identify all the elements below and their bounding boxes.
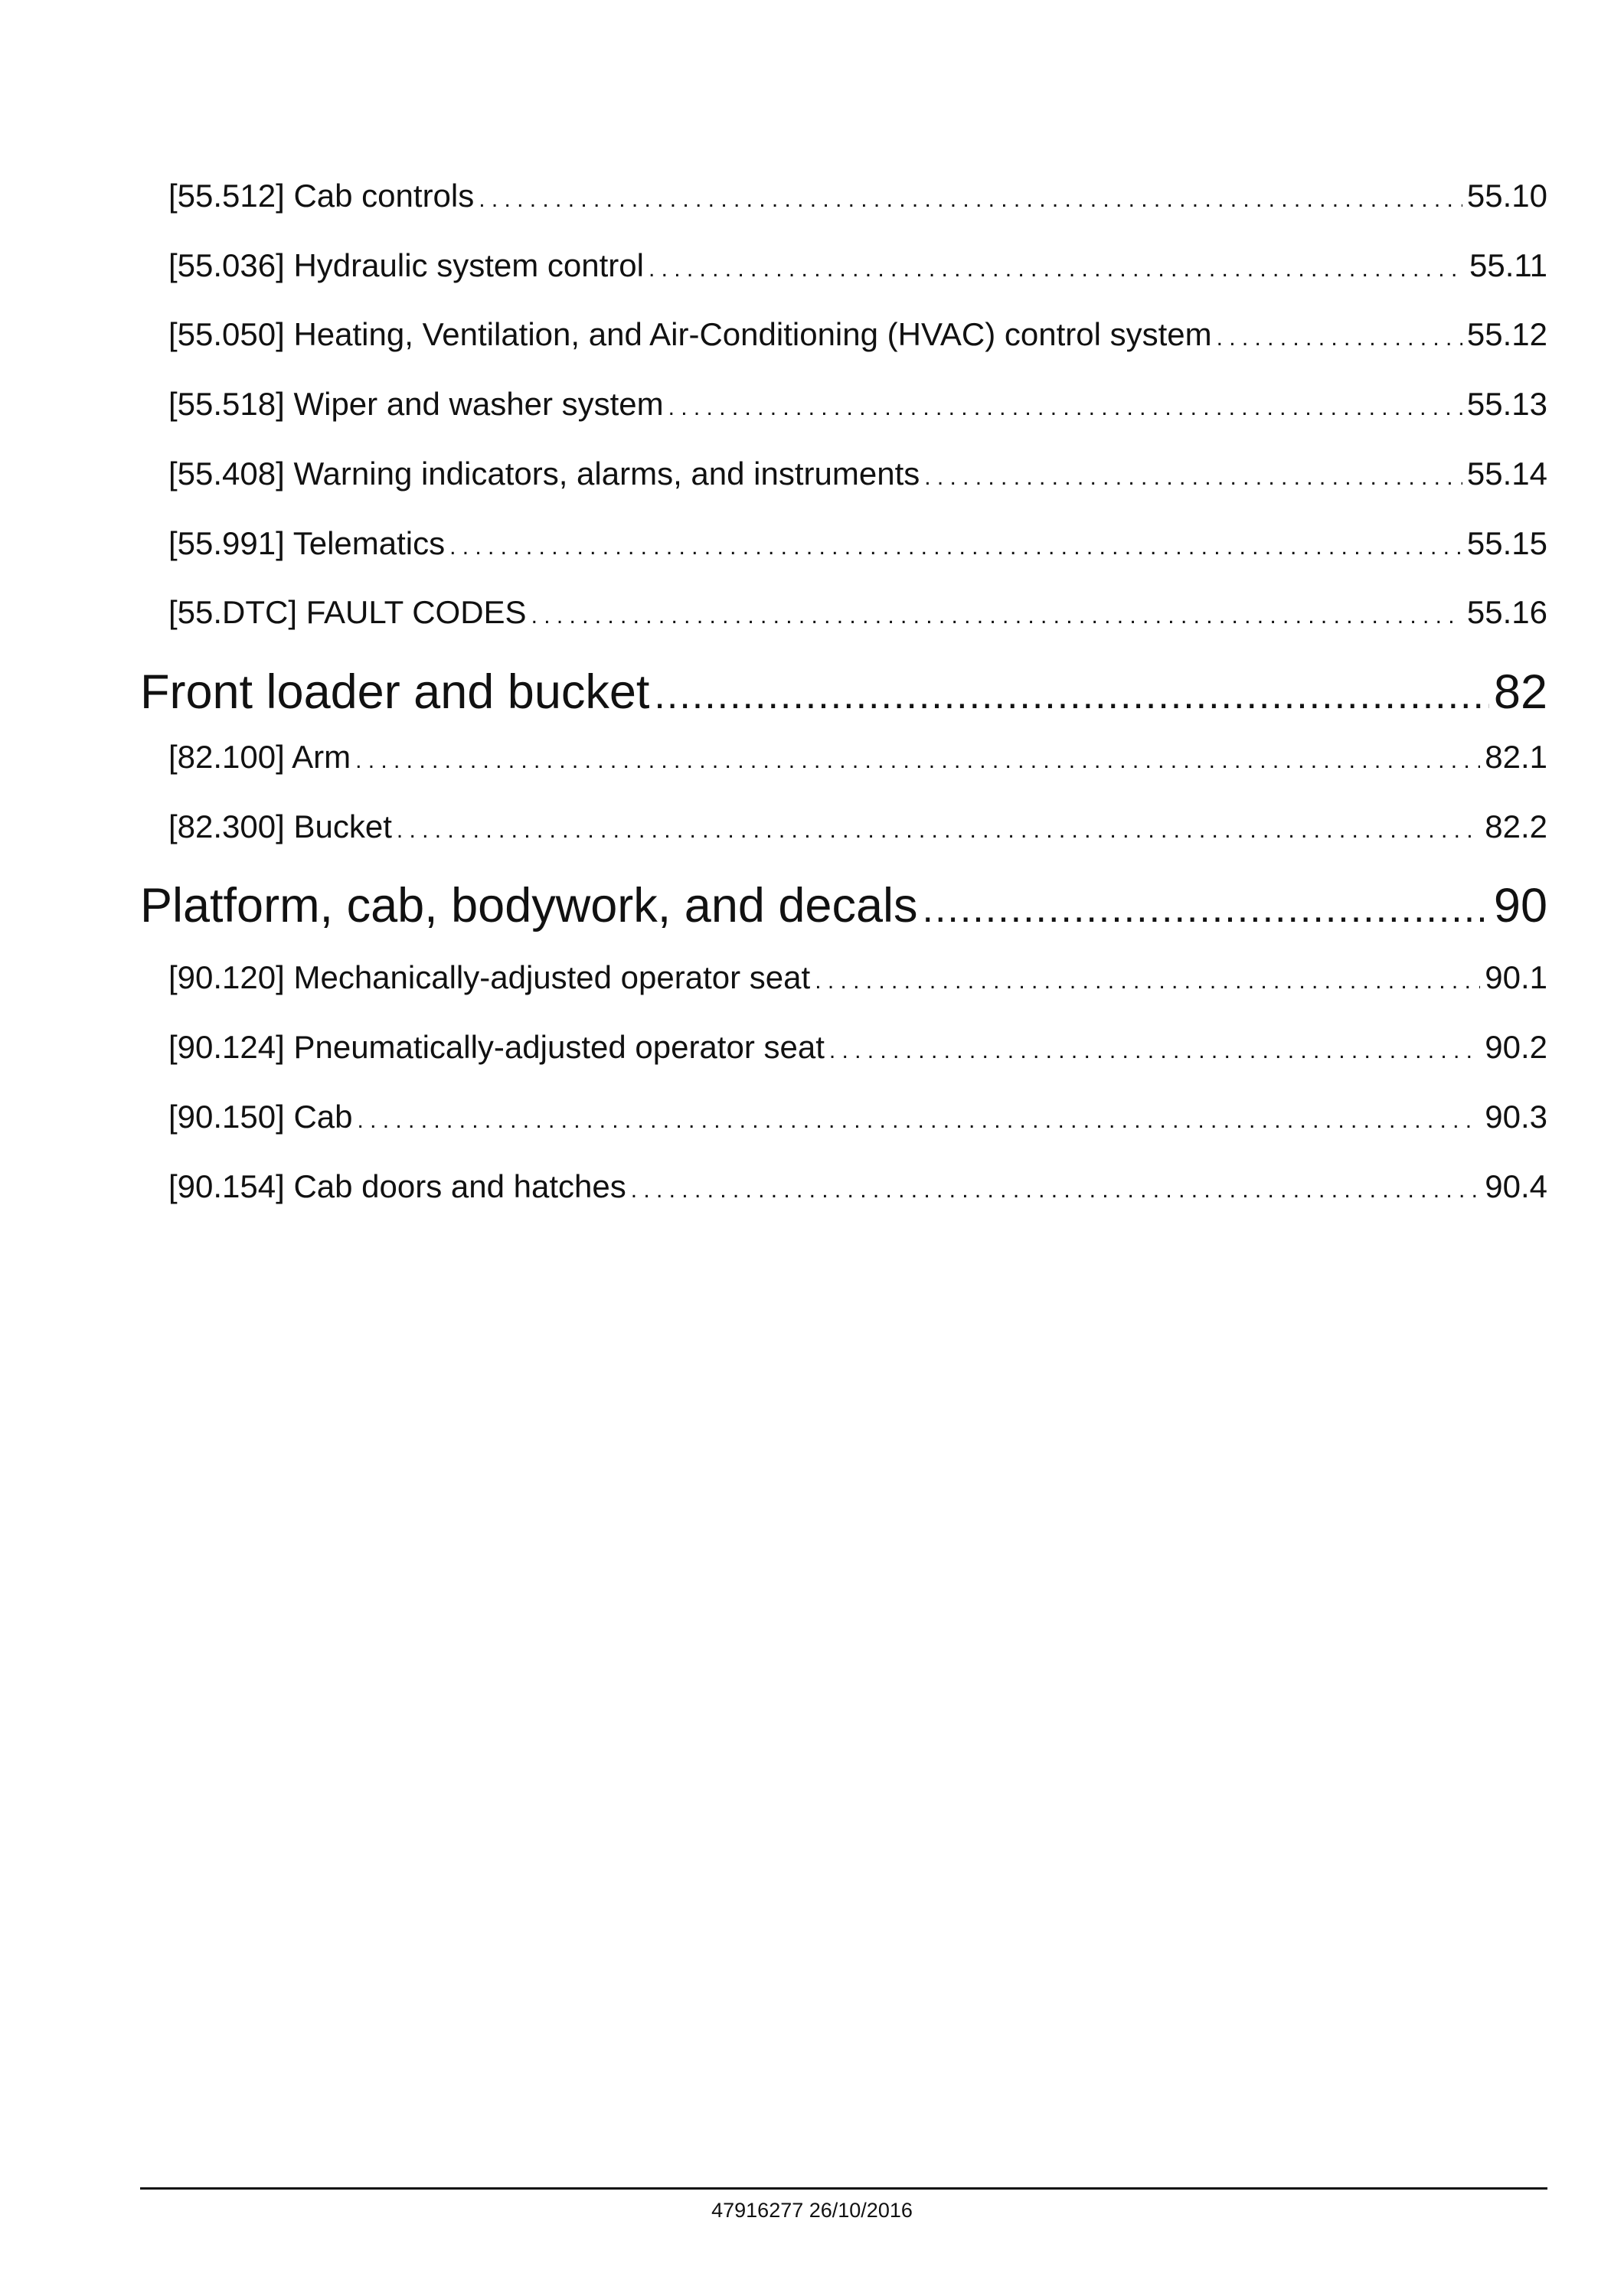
toc-entry-label: [90.124] Pneumatically-adjusted operator seat (168, 1029, 825, 1065)
toc-entry-page: 82.2 (1485, 808, 1547, 844)
toc-entry[interactable] (168, 1168, 1547, 1214)
toc-entry[interactable] (168, 959, 1547, 1005)
toc-entry-label: [82.100] Arm (168, 739, 351, 775)
toc-entry-label: [90.150] Cab (168, 1099, 353, 1135)
toc-entry[interactable] (168, 808, 1547, 854)
toc-entry-page: 90.3 (1485, 1099, 1547, 1135)
footer-doc-id: 47916277 26/10/2016 (711, 2199, 913, 2222)
toc-entry[interactable] (168, 594, 1547, 640)
dot-leader (1217, 325, 1462, 351)
toc-entry-page: 90.1 (1485, 959, 1547, 995)
toc-entry-label: [55.991] Telematics (168, 525, 446, 561)
toc-entry-page: 55.15 (1466, 525, 1547, 561)
footer-divider (140, 2187, 1547, 2190)
toc-entry-page: 90.2 (1485, 1029, 1547, 1065)
dot-leader (668, 395, 1462, 421)
toc-entry[interactable] (168, 525, 1547, 571)
dot-leader (449, 534, 1462, 560)
toc-entry-label: [82.300] Bucket (168, 808, 392, 844)
toc-entry[interactable] (168, 247, 1547, 293)
toc-entry[interactable] (168, 386, 1547, 432)
dot-leader (923, 886, 1489, 932)
toc-entry-label: [55.408] Warning indicators, alarms, and instruments (168, 456, 920, 492)
dot-leader (631, 1177, 1480, 1204)
toc-entry-label: [55.DTC] FAULT CODES (168, 594, 527, 630)
dot-leader (815, 968, 1480, 994)
toc-chapter-page: 90 (1493, 879, 1547, 932)
toc-entry-page: 55.13 (1466, 386, 1547, 422)
toc-entry[interactable] (168, 178, 1547, 224)
toc-chapter-heading[interactable] (140, 665, 1547, 726)
toc-entry-label: [55.512] Cab controls (168, 178, 475, 214)
toc-chapter-label: Front loader and bucket (140, 665, 650, 719)
toc-entry[interactable] (168, 1099, 1547, 1145)
dot-leader (397, 818, 1480, 844)
dot-leader (355, 748, 1480, 774)
toc-chapter-label: Platform, cab, bodywork, and decals (140, 879, 918, 932)
dot-leader (829, 1038, 1480, 1064)
toc-entry[interactable] (168, 316, 1547, 362)
dot-leader (654, 672, 1489, 718)
dot-leader (479, 187, 1462, 213)
toc-entry-page: 82.1 (1485, 739, 1547, 775)
toc-chapter-page: 82 (1493, 665, 1547, 719)
toc-entry-page: 55.12 (1466, 316, 1547, 352)
toc-entry-label: [90.120] Mechanically-adjusted operator seat (168, 959, 811, 995)
toc-entry-label: [90.154] Cab doors and hatches (168, 1168, 626, 1204)
dot-leader (649, 256, 1465, 283)
dot-leader (924, 465, 1462, 491)
dot-leader (531, 603, 1462, 629)
toc-entry[interactable] (168, 739, 1547, 785)
toc-entry-page: 55.16 (1466, 594, 1547, 630)
dot-leader (358, 1108, 1481, 1134)
toc-entry-label: [55.518] Wiper and washer system (168, 386, 664, 422)
toc-entry-page: 55.11 (1469, 247, 1547, 283)
toc-entry[interactable] (168, 456, 1547, 501)
toc-entry-page: 90.4 (1485, 1168, 1547, 1204)
toc-entry-label: [55.050] Heating, Ventilation, and Air-Conditioning (HVAC) control system (168, 316, 1212, 352)
toc-entry-page: 55.10 (1466, 178, 1547, 214)
toc-entry-page: 55.14 (1466, 456, 1547, 492)
toc-entry-label: [55.036] Hydraulic system control (168, 247, 644, 283)
toc-chapter-heading[interactable] (140, 878, 1547, 939)
toc-entry[interactable] (168, 1029, 1547, 1075)
